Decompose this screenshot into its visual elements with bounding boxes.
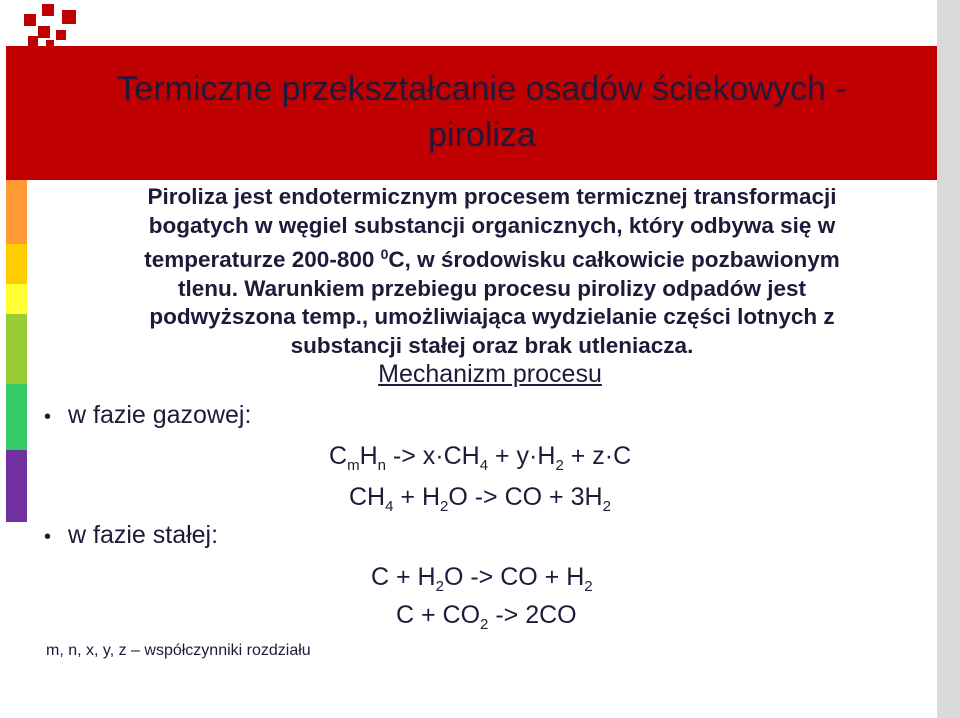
body-line-3 (52, 240, 932, 275)
bullet-gas-phase (44, 400, 251, 432)
body-line-2: bogatych w węgiel substancji organicznych, który odbywa się w (148, 212, 836, 238)
bullet-dot-icon: • (44, 406, 52, 428)
equation-3: $C + H_2O$ -> CO + $H_2$ (371, 563, 593, 595)
bullet-gas-phase-label: w fazie gazowej: (68, 401, 252, 429)
degree-superscript: 0 (380, 246, 389, 263)
bullet-solid-phase-label: w fazie stałej: (68, 521, 219, 549)
body-line-3-text: temperaturze 200-800 (144, 247, 381, 273)
body-paragraph (52, 183, 932, 361)
right-gray-bar (937, 0, 960, 718)
mechanism-title: Mechanizm procesu (378, 360, 602, 388)
equation-2: $CH_4 + H_2O$ -> CO + $3H_2$ (349, 483, 611, 515)
bullet-dot-icon: • (44, 526, 52, 548)
body-line-4: tlenu. Warunkiem przebiegu procesu pirolizy odpadów jest (177, 275, 806, 301)
slide-title (27, 66, 937, 158)
equation-1: $C_mH_n -> x\cdot CH_4 + y\cdot H_2 + z\cdot C$ (329, 442, 632, 474)
body-line-6: substancji stałej oraz brak utleniacza. (290, 332, 694, 358)
body-line-3-rest: C, w środowisku całkowicie pozbawionym (388, 247, 840, 273)
title-line-1: Termiczne przekształcanie osadów ściekowych - (117, 70, 847, 108)
footnote: m, n, x, y, z – współczynniki rozdziału (46, 642, 311, 659)
body-line-1: Piroliza jest endotermicznym procesem termicznej transformacji (147, 184, 837, 209)
title-line-2: piroliza (428, 116, 536, 154)
equation-4: $C + CO_2 -> 2CO$ (396, 601, 577, 633)
body-line-5: podwyższona temp., umożliwiająca wydzielanie części lotnych z (149, 304, 835, 330)
bullet-solid-phase (44, 520, 218, 552)
